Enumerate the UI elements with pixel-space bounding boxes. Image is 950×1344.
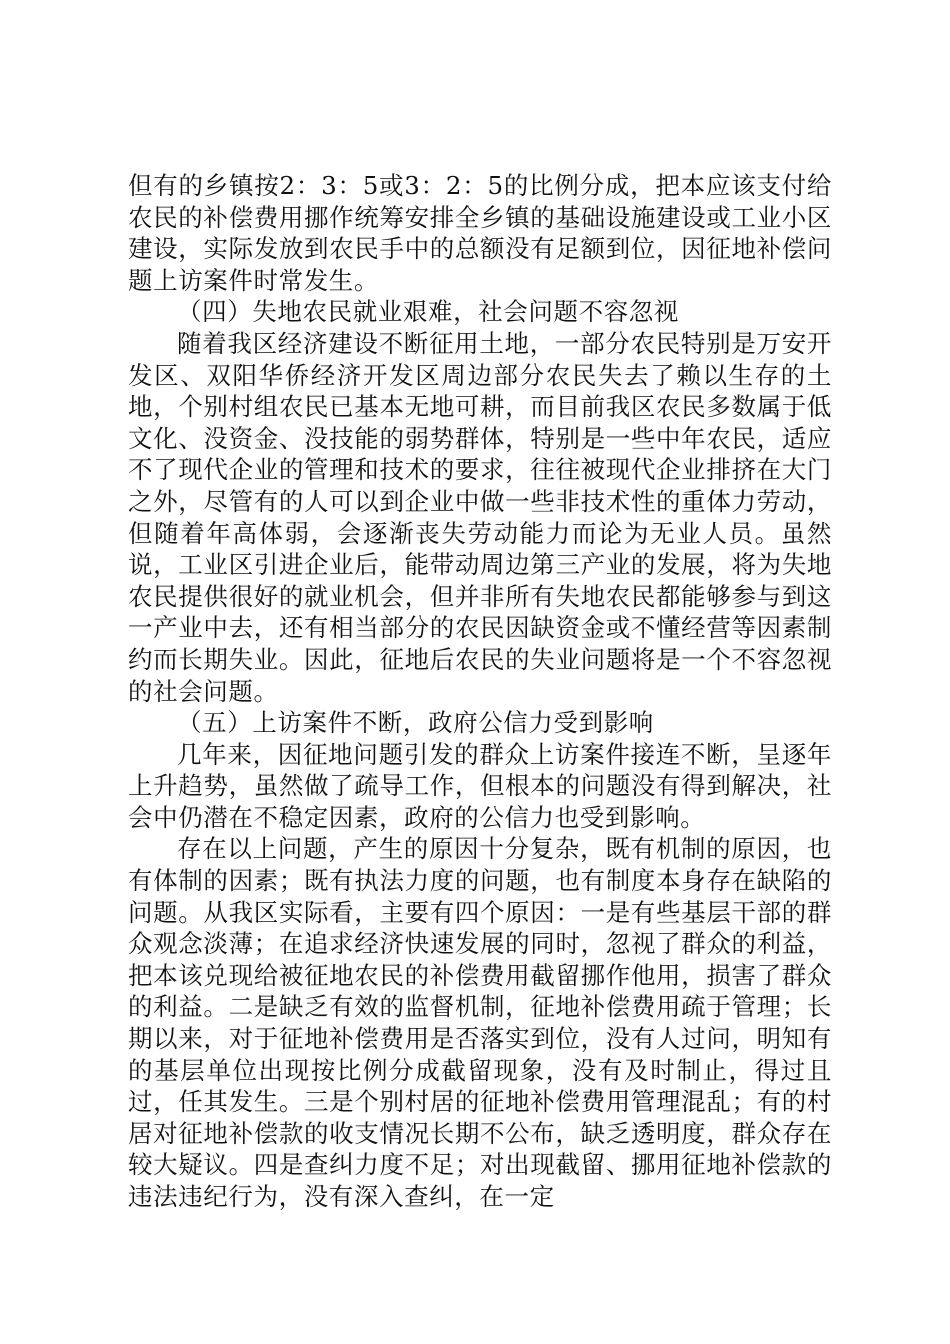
paragraph-petitions: 几年来，因征地问题引发的群众上访案件接连不断，呈逐年上升趋势，虽然做了疏导工作，但根本的问题没有得到解决，社会中仍潜在不稳定因素，政府的公信力也受到影响。 [128,739,832,832]
paragraph-causes: 存在以上问题，产生的原因十分复杂，既有机制的原因，也有体制的因素；既有执法力度的问题，也有制度本身存在缺陷的问题。从我区实际看，主要有四个原因：一是有些基层干部的群众观念淡薄；在追求经济快速发展的同时，忽视了群众的利益，把本该兑现给被征地农民的补偿费用截留挪作他用，损害了群众的利益。二是缺乏有效的监督机制，征地补偿费用疏于管理；长期以来，对于征地补偿费用是否落实到位，没有人过问，明知有的基层单位出现按比例分成截留现象，没有及时制止，得过且过，任其发生。三是个别村居的征地补偿费用管理混乱；有的村居对征地补偿款的收支情况长期不公布，缺乏透明度，群众存在较大疑议。四是查纠力度不足；对出现截留、挪用征地补偿款的违法违纪行为，没有深入查纠，在一定 [128,834,832,1211]
section-heading-five: （五）上访案件不断，政府公信力受到影响 [177,708,654,738]
document-page [128,170,832,1213]
section-heading-four: （四）失地农民就业艰难，社会问题不容忽视 [177,297,679,327]
paragraph-employment: 随着我区经济建设不断征用土地，一部分农民特别是万安开发区、双阳华侨经济开发区周边部分农民失去了赖以生存的土地，个别村组农民已基本无地可耕，而目前我区农民多数属于低文化、没资金、没技能的弱势群体，特别是一些中年农民，适应不了现代企业的管理和技术的要求，往往被现代企业排挤在大门之外，尽管有的人可以到企业中做一些非技术性的重体力劳动，但随着年高体弱，会逐渐丧失劳动能力而论为无业人员。虽然说，工业区引进企业后，能带动周边第三产业的发展，将为失地农民提供很好的就业机会，但并非所有失地农民都能够参与到这一产业中去，还有相当部分的农民因缺资金或不懂经营等因素制约而长期失业。因此，征地后农民的失业问题将是一个不容忽视的社会问题。 [128,328,832,706]
paragraph-continuation: 但有的乡镇按2：3：5或3：2：5的比例分成，把本应该支付给农民的补偿费用挪作统筹安排全乡镇的基础设施建设或工业小区建设，实际发放到农民手中的总额没有足额到位，因征地补偿问题上访案件时常发生。 [128,171,832,295]
